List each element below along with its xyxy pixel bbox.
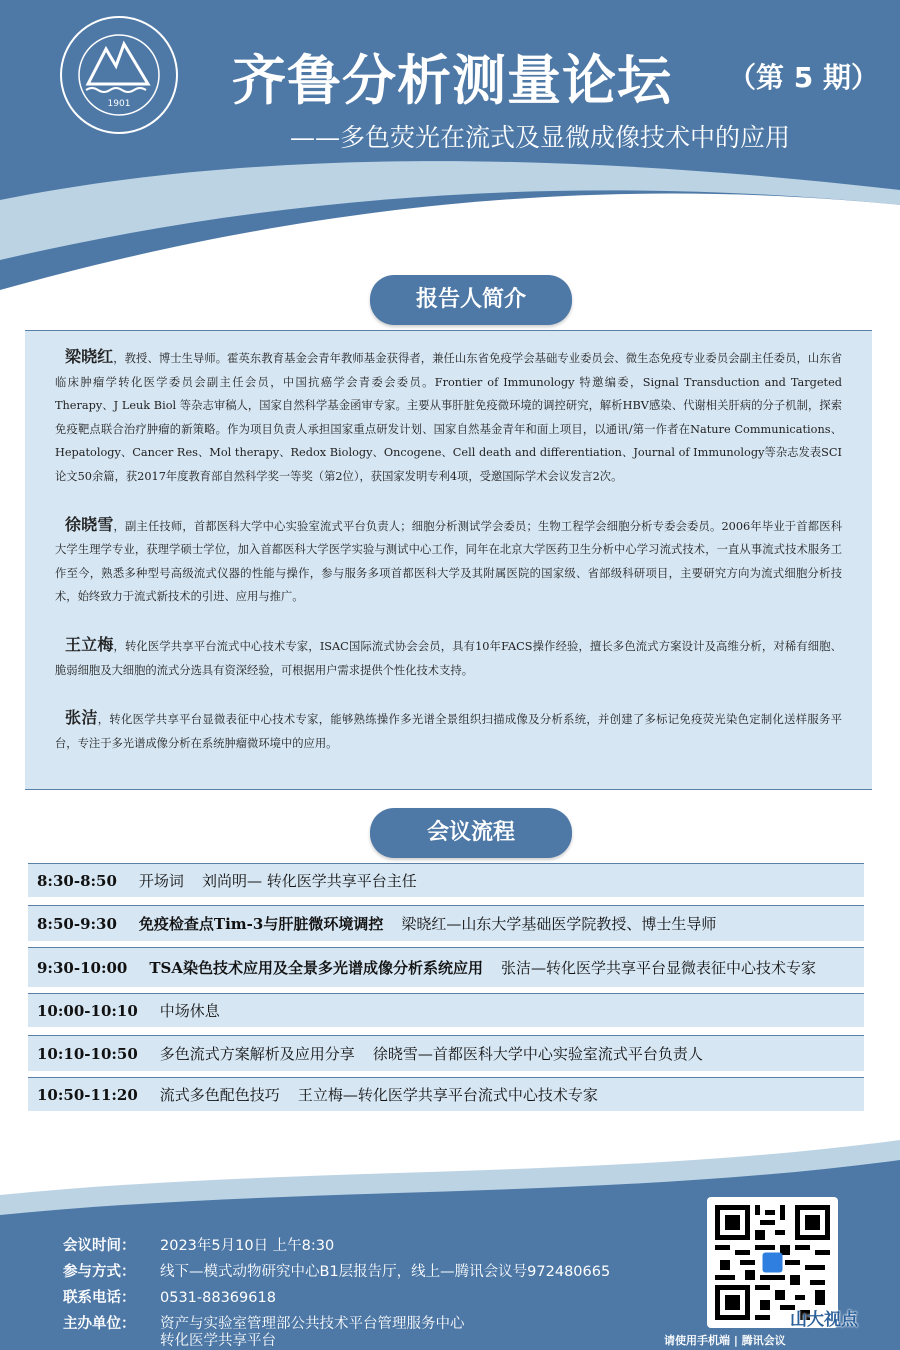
meeting-time: 会议时间： 2023年5月10日 上午8:30 bbox=[63, 1238, 335, 1254]
speaker-name: 徐晓雪 bbox=[65, 514, 114, 534]
speaker-name: 梁晓红 bbox=[65, 347, 114, 366]
schedule-row: 8:30-8:50 开场词 刘尚明— 转化医学共享平台主任 bbox=[28, 863, 864, 897]
qr-caption: 请使用手机端 | 腾讯会议 bbox=[664, 1334, 786, 1347]
schedule-row: 10:10-10:50 多色流式方案解析及应用分享 徐晓雪—首都医科大学中心实验室流式平台负责人 bbox=[28, 1035, 864, 1071]
schedule-row: 9:30-10:00 TSA染色技术应用及全景多光谱成像分析系统应用 张洁—转化医学共享平台显微表征中心技术专家 bbox=[28, 947, 864, 987]
schedule-section-title: 会议流程 bbox=[370, 808, 572, 858]
speaker-bio: 张洁，转化医学共享平台显微表征中心技术专家，能够熟练操作多光谱全景组织扫描成像及分析系统，并创建了多标记免疫荧光染色定制化送样服务平台，专注于多光谱成像分析在系统肿瘤微环境中的应用。 bbox=[55, 708, 842, 750]
schedule-row: 10:00-10:10 中场休息 bbox=[28, 993, 864, 1027]
contact-phone: 联系电话： 0531-88369618 bbox=[63, 1290, 276, 1306]
speaker-name: 张洁 bbox=[65, 708, 98, 728]
qr-code-icon bbox=[715, 1205, 830, 1320]
svg-text:1901: 1901 bbox=[107, 99, 131, 109]
forum-title: 齐鲁分析测量论坛 bbox=[232, 49, 672, 112]
host-unit: 主办单位： 资产与实验室管理部公共技术平台管理服务中心 bbox=[63, 1316, 465, 1332]
university-logo bbox=[58, 14, 180, 136]
watermark-logo: 山大视点 bbox=[790, 1310, 858, 1330]
speaker-bio: 王立梅，转化医学共享平台流式中心技术专家，ISAC国际流式协会会员，具有10年FACS操作经验，擅长多色流式方案设计及高维分析，对稀有细胞、脆弱细胞及大细胞的流式分选具有资深经验，可根据用户需求提供个性化技术支持。 bbox=[55, 634, 842, 677]
schedule-row: 8:50-9:30 免疫检查点Tim-3与肝脏微环境调控 梁晓红—山东大学基础医学院教授、博士生导师 bbox=[28, 905, 864, 941]
speaker-bio: 徐晓雪，副主任技师，首都医科大学中心实验室流式平台负责人；细胞分析测试学会委员；生物工程学会细胞分析专委会委员。2006年毕业于首都医科大学生理学专业，获理学硕士学位，加入首都医科大学医学实验与测试中心工作，同年在北京大学医药卫生分析中心学习流式技术，一直从事流式技术服务工作至今，熟悉多种型号高级流式仪器的性能与操作，参与服务多项首都医科大学及其附属医院的国家级、省部级科研项目，主要研究方向为流式细胞分析技术，始终致力于流式新技术的引进、应用与推广。 bbox=[55, 514, 842, 604]
speakers-panel bbox=[25, 330, 872, 790]
speaker-bio: 梁晓红，教授、博士生导师。霍英东教育基金会青年教师基金获得者，兼任山东省免疫学会基础专业委员会、微生态免疫专业委员会副主任委员，山东省临床肿瘤学转化医学委员会副主任会员，中国抗癌学会青委会委员。Frontier of Immunology 特邀编委，Signal Transduction and Targeted Therapy、J Leuk Biol 等杂志审稿人，国家自然科学基金函审专家。主要从事肝脏免疫微环境的调控研究，解析HBV感染、代谢相关肝病的分子机制，探索免疫靶点联合治疗肿瘤的新策略。作为项目负责人承担国家重点研发计划、国家自然基金青年和面上项目，以通讯/第一作者在Nature Communications、Hepatology、Cancer Res、Mol therapy、Redox Biology、Oncogene、Cell death and differentiation、Journal of Immunology等杂志发表SCI论文50余篇，获2017年度教育部自然科学奖一等奖（第2位），获国家发明专利4项，受邀国际学术会议发言2次。 bbox=[55, 347, 842, 483]
attendance-mode: 参与方式： 线下—模式动物研究中心B1层报告厅，线上—腾讯会议号972480665 bbox=[63, 1264, 611, 1280]
host-unit-2: 转化医学共享平台 bbox=[160, 1333, 276, 1349]
schedule-row: 10:50-11:20 流式多色配色技巧 王立梅—转化医学共享平台流式中心技术专家 bbox=[28, 1077, 864, 1111]
speakers-section-title: 报告人简介 bbox=[370, 275, 572, 325]
forum-subtitle: ——多色荧光在流式及显微成像技术中的应用 bbox=[290, 123, 791, 152]
issue-number: （第 5 期） bbox=[728, 61, 879, 94]
speaker-name: 王立梅 bbox=[65, 634, 114, 654]
